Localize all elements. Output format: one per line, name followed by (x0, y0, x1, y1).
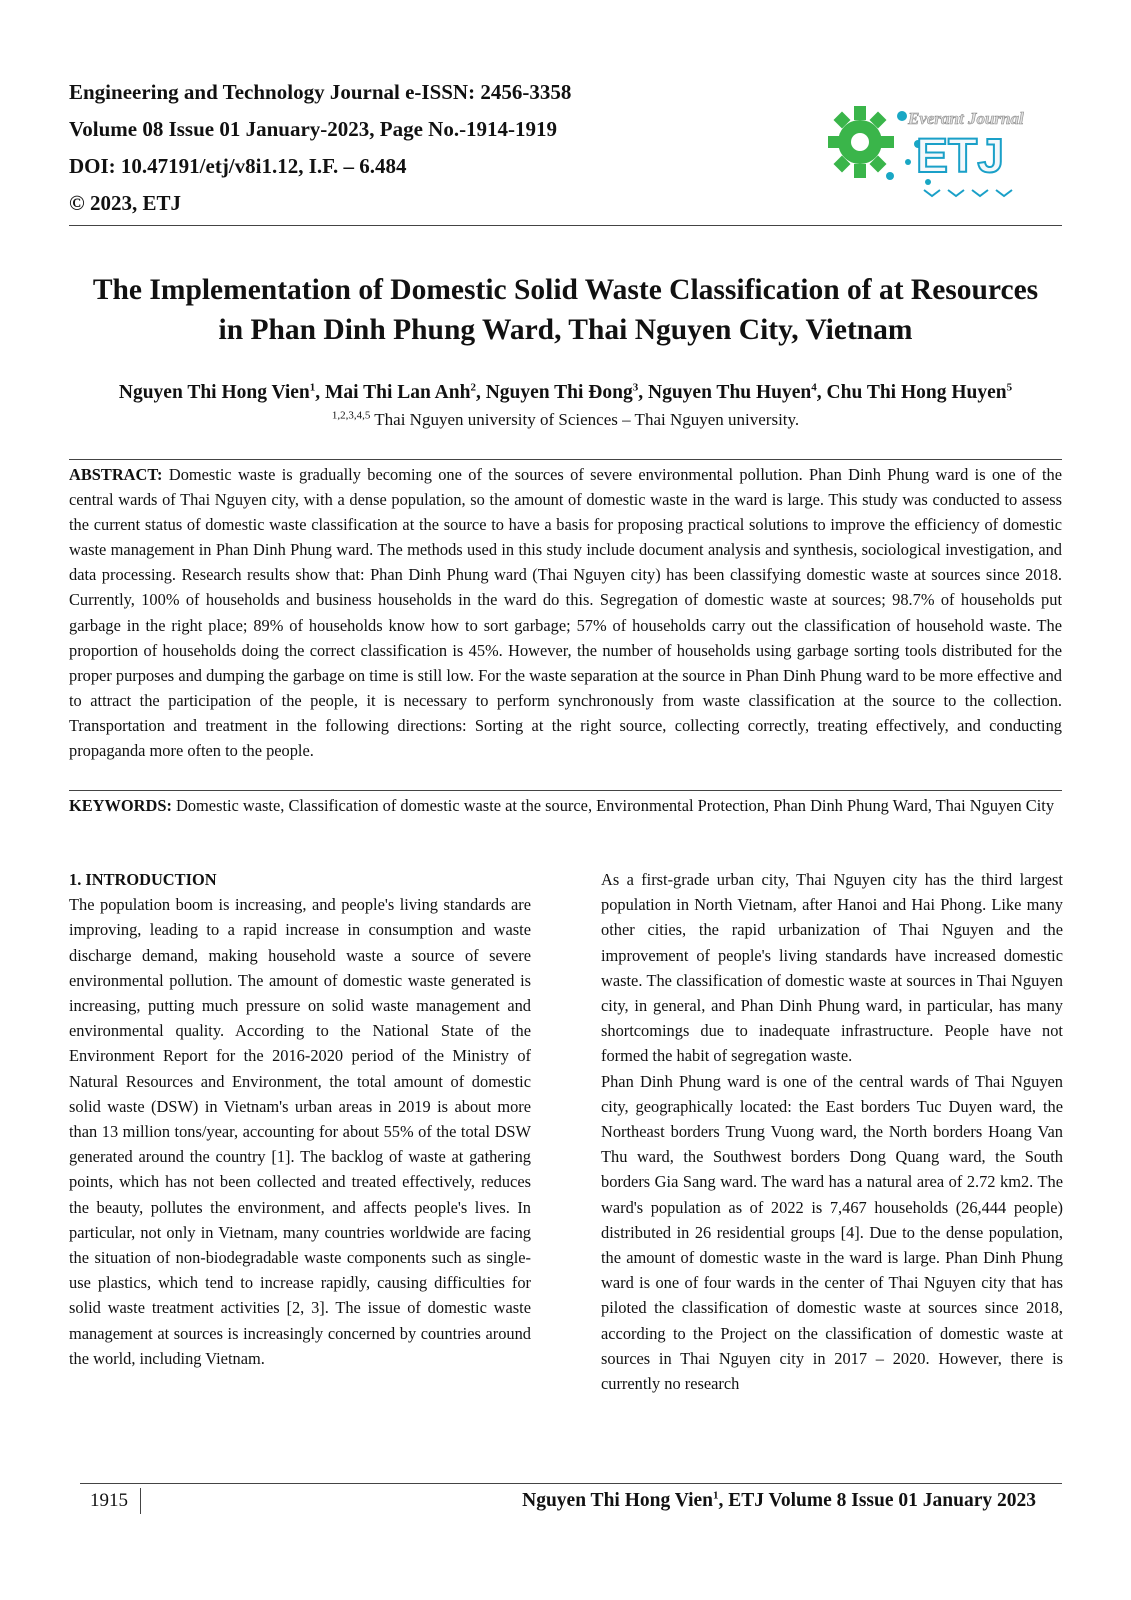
etj-logo (828, 98, 1040, 202)
author-1: Nguyen Thi Hong Vien (118, 382, 310, 403)
affiliation-text: Thai Nguyen university of Sciences – Thai Nguyen university. (374, 410, 800, 429)
left-column (69, 867, 531, 1371)
author-sep: , (816, 382, 827, 403)
author-2-sup: 2 (470, 381, 476, 394)
footer-divider (140, 1488, 141, 1514)
paragraph: Phan Dinh Phung ward is one of the central wards of Thai Nguyen city, geographically located: the East borders Tuc Duyen ward, the Northeast borders Trung Vuong ward, the North borders Hoang Van Thu ward, the Southwest borders Dong Quang ward, the South borders Gia Sang ward. The ward has a natural area of 2.72 km2. The ward's population as of 2022 is 7,467 households (26,444 people) distributed in 26 residential groups [4]. Due to the dense population, the amount of domestic waste in the ward is large. Phan Dinh Phung ward is one of four wards in the center of Thai Nguyen city that has piloted the classification of domestic waste at sources since 2018, according to the Project on the classification of domestic waste at sources in Thai Nguyen city in 2017 – 2020. However, there is currently no research (601, 1071, 1063, 1394)
footer-rule (80, 1483, 1062, 1484)
affiliation-sup: 1,2,3,4,5 (331, 409, 371, 422)
volume-issue: Volume 08 Issue 01 January-2023, Page No.-1914-1919 (69, 117, 558, 141)
abstract-top-rule (69, 459, 1062, 460)
author-3: Nguyen Thi Đong (485, 382, 633, 403)
author-4-sup: 4 (811, 381, 817, 394)
paragraph: As a first-grade urban city, Thai Nguyen city has the third largest population in North Vietnam, after Hanoi and Hai Phong. Like many other cities, the rapid urbanization of Thai Nguyen and the improvement of people's living standards have increased domestic waste. The classification of domestic waste at sources in Thai Nguyen city, in general, and Phan Dinh Phung ward, in particular, has many shortcomings due to inadequate infrastructure. People have not formed the habit of segregation waste. (601, 870, 1063, 1066)
header-rule (69, 225, 1062, 226)
author-2: Mai Thi Lan Anh (325, 382, 471, 403)
abstract-text: Domestic waste is gradually becoming one of the sources of severe environmental pollution. Phan Dinh Phung ward is one of the central wards of Thai Nguyen city, with a dense population, so the amount of domestic waste in the ward is large. This study was conducted to assess the current status of domestic waste classification at the source to have a basis for proposing practical solutions to improve the efficiency of domestic waste management in Phan Dinh Phung ward. The methods used in this study include document analysis and synthesis, sociological investigation, and data processing. Research results show that: Phan Dinh Phung ward (Thai Nguyen city) has been classifying domestic waste at sources since 2018. Currently, 100% of households and business households in the ward do this. Segregation of domestic waste at sources; 98.7% of households put garbage in the right place; 89% of households know how to sort garbage; 57% of households carry out the classification of household waste. The proportion of households doing the correct classification is 45%. However, the number of households using garbage sorting tools distributed for the proper purposes and dumping the garbage on time is still low. For the waste separation at the source in Phan Dinh Phung ward to be more effective and to attract the participation of the people, it is necessary to perform synchronously from waste classification at the source to the collection. Transportation and treatment in the following directions: Sorting at the right source, collecting correctly, treating effectively, and conducting propaganda more often to the people. (69, 465, 1062, 761)
title-line-1: The Implementation of Domestic Solid Waste Classification of at Resources (92, 274, 1039, 306)
author-4: Nguyen Thu Huyen (647, 382, 812, 403)
author-sep: , (475, 382, 486, 403)
right-column (601, 867, 1063, 1396)
keywords-text: Domestic waste, Classification of domestic waste at the source, Environmental Protection, Phan Dinh Phung Ward, Thai Nguyen City (176, 796, 1055, 815)
logo-mark: ETJ (916, 130, 1005, 183)
paper-title (40, 270, 1091, 350)
author-3-sup: 3 (632, 381, 639, 394)
abstract-label: ABSTRACT: (69, 465, 163, 484)
author-1-sup: 1 (309, 381, 316, 394)
title-line-2: in Phan Dinh Phung Ward, Thai Nguyen City, Vietnam (218, 314, 913, 346)
keywords-rule (69, 790, 1062, 791)
author-sep: , (315, 382, 326, 403)
abstract (69, 462, 1062, 763)
logo-text: Everant Journal (908, 109, 1024, 128)
keywords (69, 793, 1062, 818)
page-number: 1915 (90, 1490, 128, 1511)
running-footer (522, 1488, 1036, 1514)
author-sep: , (638, 382, 648, 403)
keywords-label: KEYWORDS: (69, 796, 172, 815)
copyright: © 2023, ETJ (69, 191, 181, 215)
footer-journal: , ETJ Volume 8 Issue 01 January 2023 (718, 1490, 1036, 1511)
author-5-sup: 5 (1006, 381, 1013, 394)
author-list (40, 381, 1091, 405)
doi: DOI: 10.47191/etj/v8i1.12, I.F. – 6.484 (69, 154, 407, 178)
footer-author: Nguyen Thi Hong Vien (522, 1490, 714, 1511)
journal-name: Engineering and Technology Journal e-ISSN: 2456-3358 (69, 80, 572, 104)
footer-sup: 1 (713, 1489, 719, 1502)
paragraph: The population boom is increasing, and people's living standards are improving, leading to a rapid increase in consumption and waste discharge demand, making household waste a source of severe environmental pollution. The amount of domestic waste generated is increasing, putting much pressure on solid waste management and environmental quality. According to the National State of the Environment Report for the 2016-2020 period of the Ministry of Natural Resources and Environment, the total amount of domestic solid waste (DSW) in Vietnam's urban areas in 2019 is about more than 13 million tons/year, accounting for about 55% of the total DSW generated around the country [1]. The backlog of waste at gathering points, which has not been collected and treated effectively, reduces the beauty, pollutes the environment, and affects people's lives. In particular, not only in Vietnam, many countries worldwide are facing the situation of non-biodegradable waste components such as single-use plastics, which tend to increase rapidly, causing difficulties for solid waste treatment activities [2, 3]. The issue of domestic waste management at sources is increasingly concerned by countries around the world, including Vietnam. (69, 895, 531, 1368)
author-5: Chu Thi Hong Huyen (826, 382, 1007, 403)
section-heading: 1. INTRODUCTION (69, 870, 217, 889)
affiliation (40, 409, 1091, 431)
